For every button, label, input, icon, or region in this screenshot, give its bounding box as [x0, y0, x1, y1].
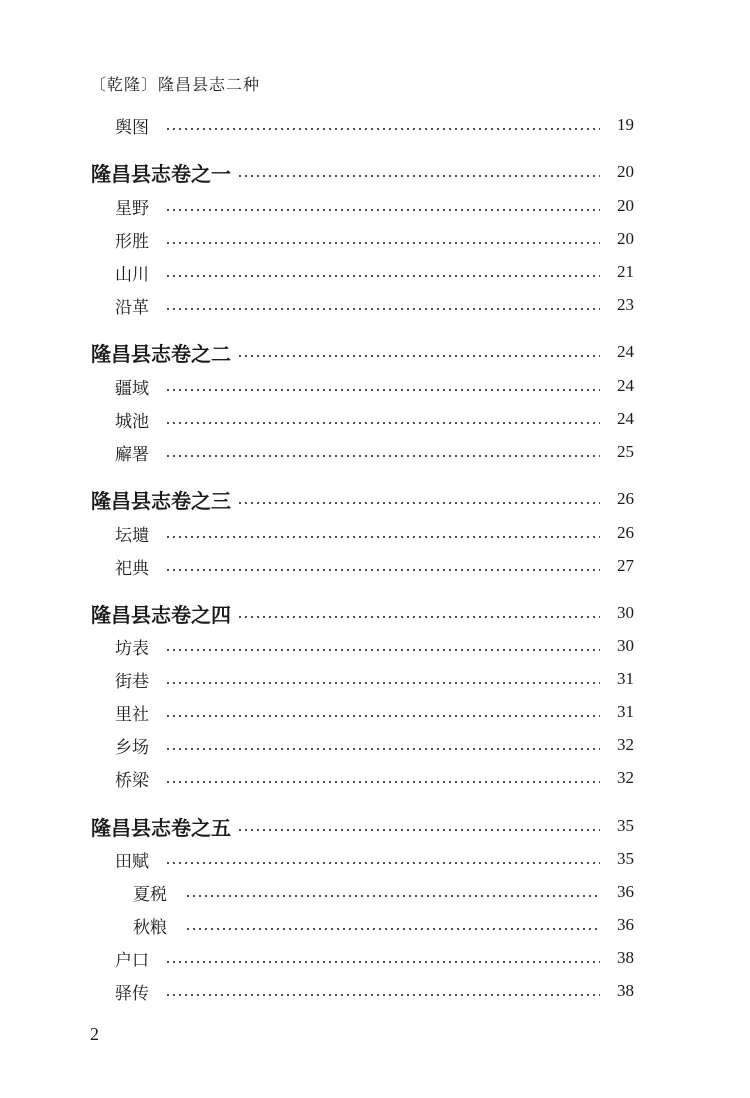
toc-entry-label: 街巷: [115, 671, 149, 692]
dot-leader: [165, 649, 600, 651]
toc-entry-label: 坊表: [115, 638, 149, 659]
toc-entry-label: 坛壝: [115, 525, 149, 546]
toc-entry-page: 20: [617, 196, 634, 215]
dot-leader: [165, 242, 600, 244]
toc-entry-page: 24: [617, 409, 634, 428]
toc-entry-page: 21: [617, 262, 634, 281]
toc-entry-volume[interactable]: [0, 484, 750, 514]
toc-entry-page: 20: [617, 229, 634, 248]
toc-entry-section[interactable]: [0, 697, 750, 727]
toc-entry-section[interactable]: [0, 518, 750, 548]
running-header: 〔乾隆〕隆昌县志二种: [90, 75, 261, 94]
toc-entry-label: 户口: [115, 950, 149, 971]
toc-entry-label: 隆昌县志卷之二: [91, 341, 231, 366]
toc-entry-page: 32: [617, 768, 634, 787]
dot-leader: [185, 928, 600, 930]
toc-entry-section[interactable]: [0, 943, 750, 973]
toc-entry-section[interactable]: [0, 404, 750, 434]
page-number: 2: [90, 1024, 99, 1044]
toc-entry-volume[interactable]: [0, 598, 750, 628]
toc-entry-subsection[interactable]: [0, 910, 750, 940]
dot-leader: [237, 355, 600, 357]
toc-entry-section[interactable]: [0, 763, 750, 793]
dot-leader: [165, 569, 600, 571]
toc-entry-section[interactable]: [0, 844, 750, 874]
dot-leader: [165, 275, 600, 277]
dot-leader: [237, 502, 600, 504]
toc-entry-label: 沿革: [115, 297, 149, 318]
toc-entry-page: 24: [617, 376, 634, 395]
toc-entry-section[interactable]: [0, 551, 750, 581]
toc-entry-section[interactable]: [0, 664, 750, 694]
toc-entry-page: 26: [617, 523, 634, 542]
toc-entry-section[interactable]: [0, 371, 750, 401]
toc-entry-page: 27: [617, 556, 634, 575]
toc-entry-label: 星野: [115, 198, 149, 219]
toc-entry-label: 田赋: [115, 851, 149, 872]
toc-entry-section[interactable]: [0, 631, 750, 661]
dot-leader: [165, 422, 600, 424]
toc-entry-page: 38: [617, 948, 634, 967]
dot-leader: [237, 175, 600, 177]
toc-entry-page: 35: [617, 816, 634, 835]
toc-entry-section[interactable]: [0, 257, 750, 287]
toc-entry-page: 30: [617, 636, 634, 655]
toc-entry-label: 疆域: [115, 378, 149, 399]
toc-entry-label: 秋粮: [133, 917, 167, 938]
dot-leader: [165, 781, 600, 783]
dot-leader: [165, 994, 600, 996]
dot-leader: [237, 616, 600, 618]
dot-leader: [185, 895, 600, 897]
toc-entry-page: 32: [617, 735, 634, 754]
toc-entry-label: 舆图: [115, 117, 149, 138]
toc-entry-label: 桥梁: [115, 770, 149, 791]
toc-entry-label: 隆昌县志卷之五: [91, 815, 231, 840]
toc-entry-subsection[interactable]: [0, 877, 750, 907]
toc-entry-page: 31: [617, 669, 634, 688]
dot-leader: [237, 829, 600, 831]
toc-entry-label: 廨署: [115, 444, 149, 465]
toc-entry-volume[interactable]: [0, 811, 750, 841]
toc-entry-page: 26: [617, 489, 634, 508]
toc-entry-page: 19: [617, 115, 634, 134]
toc-entry-section[interactable]: [0, 730, 750, 760]
dot-leader: [165, 536, 600, 538]
toc-entry-page: 36: [617, 915, 634, 934]
toc-entry-label: 隆昌县志卷之四: [91, 602, 231, 627]
toc-entry-label: 里社: [115, 704, 149, 725]
toc-entry-page: 36: [617, 882, 634, 901]
dot-leader: [165, 748, 600, 750]
toc-entry-section[interactable]: [0, 290, 750, 320]
toc-entry-section[interactable]: [0, 976, 750, 1006]
dot-leader: [165, 308, 600, 310]
toc-entry-label: 驿传: [115, 983, 149, 1004]
toc-entry-page: 23: [617, 295, 634, 314]
dot-leader: [165, 862, 600, 864]
dot-leader: [165, 682, 600, 684]
dot-leader: [165, 715, 600, 717]
dot-leader: [165, 128, 600, 130]
toc-entry-page: 30: [617, 603, 634, 622]
toc-entry-page: 38: [617, 981, 634, 1000]
toc-entry-label: 山川: [115, 264, 149, 285]
toc-entry-label: 祀典: [115, 558, 149, 579]
toc-entry-page: 20: [617, 162, 634, 181]
toc-entry-label: 夏税: [133, 884, 167, 905]
toc-entry-label: 隆昌县志卷之一: [91, 161, 231, 186]
toc-entry-label: 城池: [115, 411, 149, 432]
dot-leader: [165, 961, 600, 963]
toc-entry-section[interactable]: [0, 191, 750, 221]
toc-entry-page: 24: [617, 342, 634, 361]
dot-leader: [165, 209, 600, 211]
toc-entry-volume[interactable]: [0, 157, 750, 187]
toc-entry-label: 隆昌县志卷之三: [91, 488, 231, 513]
toc-entry-volume[interactable]: [0, 337, 750, 367]
toc-entry-label: 形胜: [115, 231, 149, 252]
toc-entry-page: 35: [617, 849, 634, 868]
toc-entry-section[interactable]: [0, 437, 750, 467]
dot-leader: [165, 455, 600, 457]
toc-entry-section[interactable]: [0, 110, 750, 140]
toc-entry-section[interactable]: [0, 224, 750, 254]
toc-entry-page: 25: [617, 442, 634, 461]
toc-entry-label: 乡场: [115, 737, 149, 758]
toc-entry-page: 31: [617, 702, 634, 721]
dot-leader: [165, 389, 600, 391]
